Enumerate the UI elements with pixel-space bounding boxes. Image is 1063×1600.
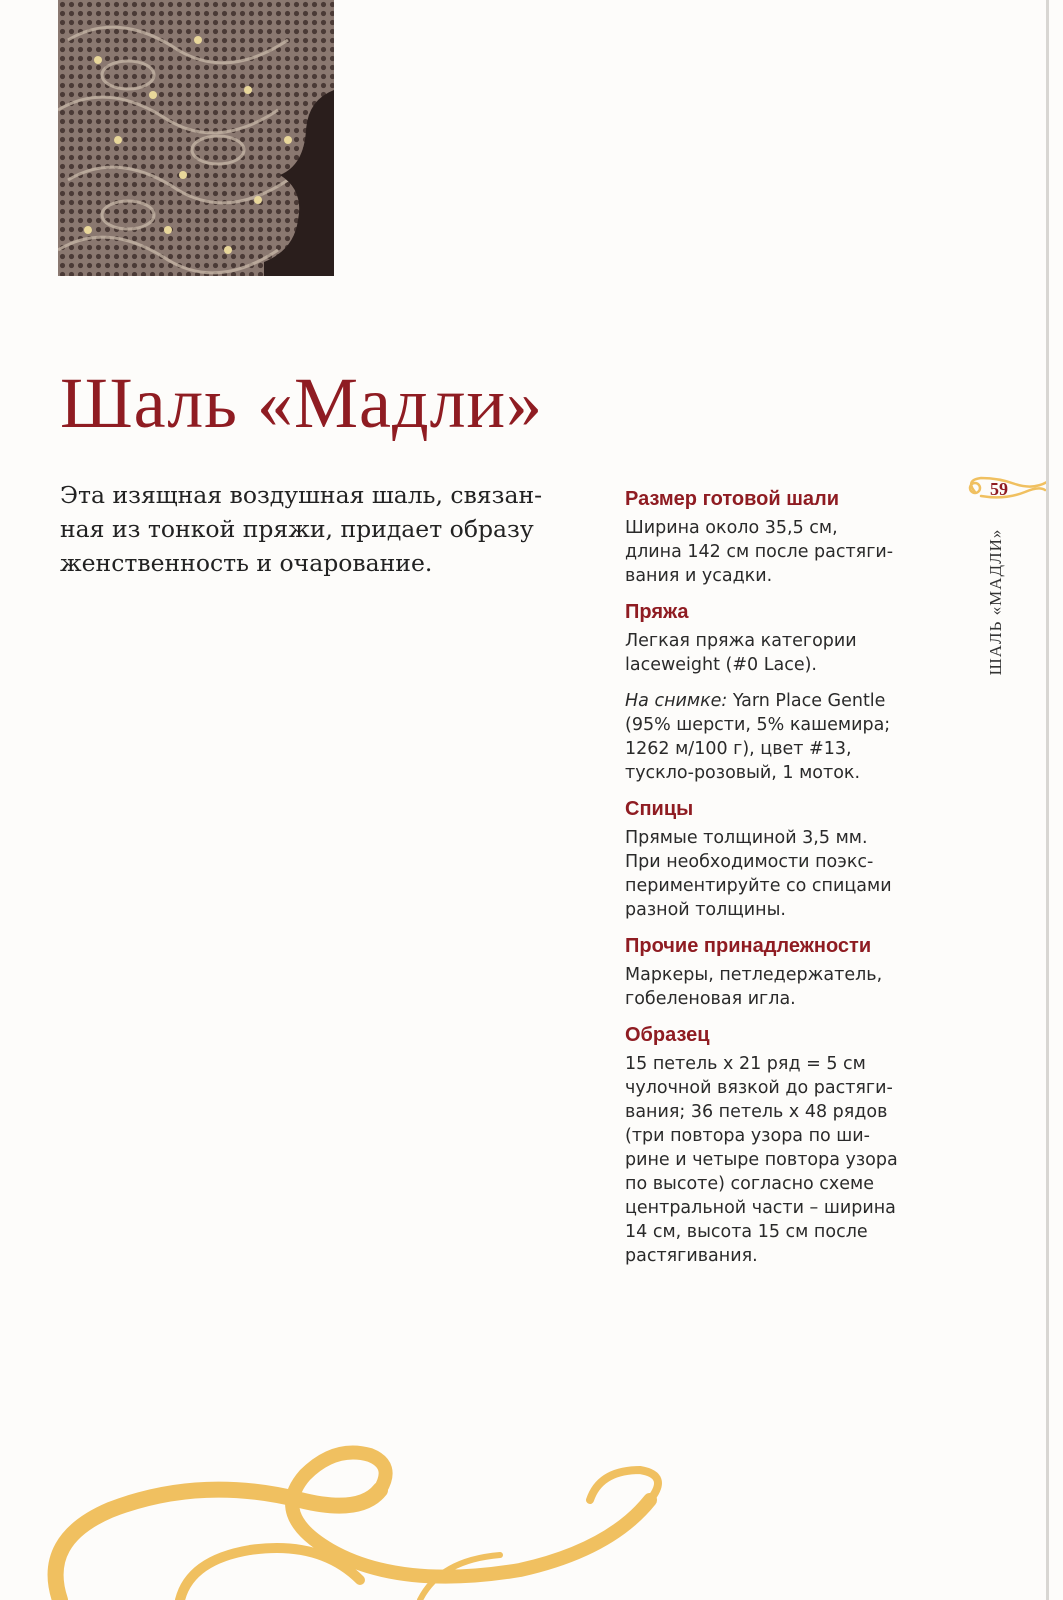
yarn-note-line [625,689,925,713]
yarn-note-first: Yarn Place Gentle [727,691,886,711]
gauge-line: вания; 36 петель х 48 рядов [625,1102,888,1122]
decorative-flourish-icon [0,1440,720,1600]
page-edge-divider [1046,0,1049,1600]
yarn-note-line: тускло-розовый, 1 моток. [625,763,861,783]
lace-pattern-image [58,0,334,276]
yarn-note [625,689,925,785]
needles-line: разной толщины. [625,900,786,920]
gauge-heading: Образец [625,1024,710,1046]
needles-text [625,826,925,922]
yarn-note-label: На снимке: [625,691,728,711]
shawl-photo [58,0,334,276]
needles-heading: Спицы [625,798,694,820]
gauge-line: по высоте) согласно схеме [625,1174,874,1194]
notions-heading: Прочие принадлежности [625,935,872,957]
needles-line: При необходимости поэкс- [625,852,874,872]
yarn-text [625,629,925,677]
intro-line: ная из тонкой пряжи, придает образу [60,515,534,543]
yarn-line: Легкая пряжа категории [625,631,857,651]
yarn-heading: Пряжа [625,601,689,623]
gauge-line: 14 см, высота 15 см после [625,1222,868,1242]
size-heading: Размер готовой шали [625,488,840,510]
gauge-line: (три повтора узора по ши- [625,1126,870,1146]
running-head: ШАЛЬ «МАДЛИ» [986,528,1005,676]
needles-line: периментируйте со спицами [625,876,892,896]
size-line: Ширина около 35,5 см, [625,518,838,538]
gauge-line: 15 петель х 21 ряд = 5 см [625,1054,866,1074]
notions-text [625,963,925,1011]
intro-line: Эта изящная воздушная шаль, связан- [60,481,543,509]
gauge-line: рине и четыре повтора узора [625,1150,898,1170]
yarn-note-line: 1262 м/100 г), цвет #13, [625,739,852,759]
page-number: 59 [990,479,1008,499]
yarn-line: laceweight (#0 Lace). [625,655,817,675]
size-line: длина 142 см после растяги- [625,542,894,562]
intro-paragraph [60,478,600,580]
size-text [625,516,925,588]
size-line: вания и усадки. [625,566,773,586]
page-title: Шаль «Мадли» [60,363,544,443]
intro-line: женственность и очарование. [60,549,433,577]
gauge-text [625,1052,925,1268]
gauge-line: центральной части – ширина [625,1198,896,1218]
notions-line: Маркеры, петледержатель, [625,965,883,985]
yarn-note-line: (95% шерсти, 5% кашемира; [625,715,891,735]
gauge-line: растягивания. [625,1246,758,1266]
needles-line: Прямые толщиной 3,5 мм. [625,828,868,848]
gauge-line: чулочной вязкой до растяги- [625,1078,893,1098]
specs-column [625,487,925,1280]
notions-line: гобеленовая игла. [625,989,796,1009]
